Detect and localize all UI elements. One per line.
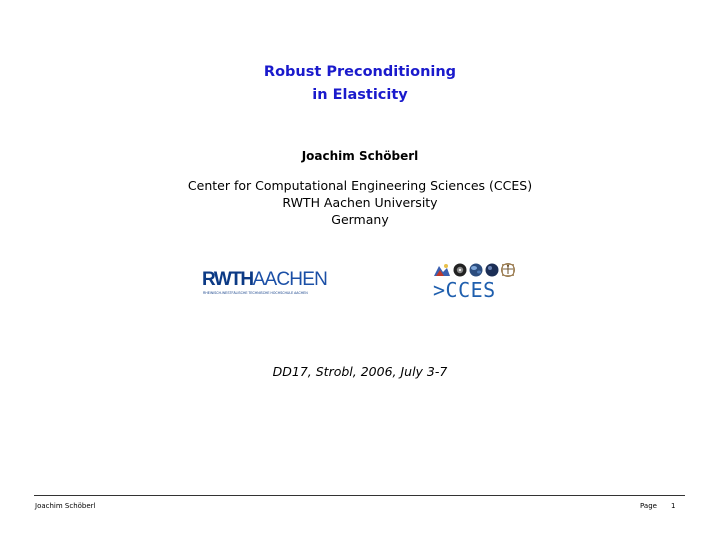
cces-logo	[433, 262, 523, 302]
footer-author: Joachim Schöberl	[35, 502, 96, 510]
footer-page-label: Page	[640, 502, 657, 510]
title-line-2: in Elasticity	[312, 87, 408, 103]
rwth-logo-wordmark	[202, 270, 327, 290]
institution-line-3: Germany	[331, 212, 389, 227]
sphere-icon	[486, 264, 499, 277]
disc-icon	[454, 264, 467, 277]
footer-divider	[34, 495, 685, 496]
rwth-logo-light: AACHEN	[252, 269, 328, 290]
institution-line-1: Center for Computational Engineering Sciences (CCES)	[187, 178, 533, 193]
rwth-logo-bold: RWTH	[202, 269, 253, 290]
author-name: Joachim Schöberl	[301, 149, 419, 163]
cces-logo-text: >CCES	[433, 278, 496, 302]
landscape-icon	[434, 264, 450, 276]
globe-icon	[470, 264, 483, 277]
footer-page	[640, 502, 675, 510]
rwth-logo-subtitle: RHEINISCH-WESTFÄLISCHE TECHNISCHE HOCHSCHULE AACHEN	[203, 291, 308, 295]
institution-line-2: RWTH Aachen University	[282, 195, 438, 210]
conference-line: DD17, Strobl, 2006, July 3-7	[272, 364, 448, 379]
title-line-1: Robust Preconditioning	[263, 64, 457, 80]
rwth-logo	[202, 270, 328, 297]
cces-icons	[433, 262, 523, 278]
footer-page-number: 1	[670, 502, 676, 510]
vitruvian-man-icon	[502, 264, 515, 277]
